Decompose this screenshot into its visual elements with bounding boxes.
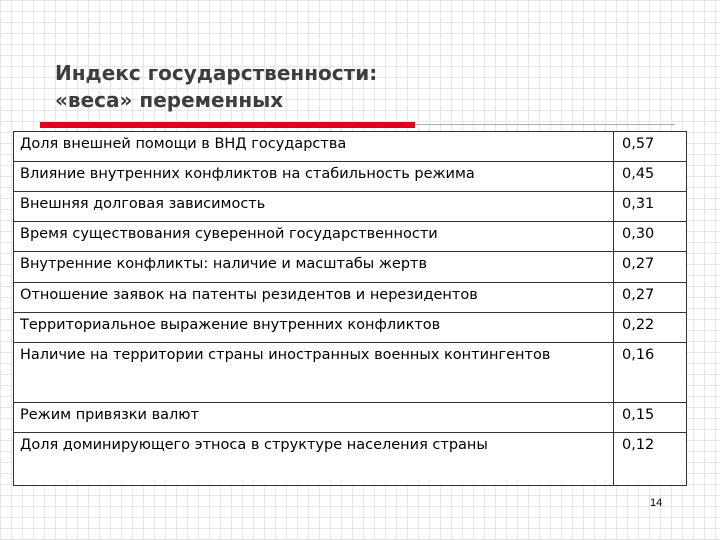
row-label: Доля внешней помощи в ВНД государства	[20, 136, 347, 152]
row-value: 0,27	[622, 256, 655, 272]
table-row	[14, 132, 686, 162]
row-label: Доля доминирующего этноса в структуре населения страны	[20, 437, 488, 453]
row-label: Наличие на территории страны иностранных военных контингентов	[20, 347, 551, 363]
row-label: Внутренние конфликты: наличие и масштабы жертв	[20, 256, 428, 272]
row-value: 0,12	[622, 437, 655, 453]
table-row	[14, 192, 686, 222]
row-value: 0,57	[622, 136, 655, 152]
table-row	[14, 252, 686, 283]
slide-title	[55, 60, 377, 114]
row-label: Внешняя долговая зависимость	[20, 196, 266, 212]
row-value: 0,31	[622, 196, 655, 212]
row-label: Территориальное выражение внутренних конфликтов	[20, 317, 441, 333]
row-label: Влияние внутренних конфликтов на стабильность режима	[20, 166, 475, 182]
table-row	[14, 313, 686, 343]
slide-title-line-1: Индекс государственности:	[55, 61, 378, 85]
row-value: 0,30	[622, 226, 655, 242]
row-label: Режим привязки валют	[20, 407, 199, 423]
row-value: 0,22	[622, 317, 655, 333]
row-value: 0,16	[622, 347, 655, 363]
row-label: Отношение заявок на патенты резидентов и нерезидентов	[20, 287, 478, 303]
table-row	[14, 222, 686, 252]
title-accent-bar	[40, 122, 415, 128]
title-divider-line	[415, 124, 675, 125]
row-value: 0,45	[622, 166, 655, 182]
table-row	[14, 343, 686, 403]
page-number: 14	[650, 497, 663, 509]
table-row	[14, 162, 686, 192]
row-label: Время существования суверенной государственности	[20, 226, 438, 242]
table-row	[14, 403, 686, 433]
table-row	[14, 283, 686, 313]
row-value: 0,27	[622, 287, 655, 303]
slide-title-line-2: «веса» переменных	[55, 88, 284, 112]
row-value: 0,15	[622, 407, 655, 423]
table-row	[14, 433, 686, 485]
weights-table	[13, 131, 687, 486]
